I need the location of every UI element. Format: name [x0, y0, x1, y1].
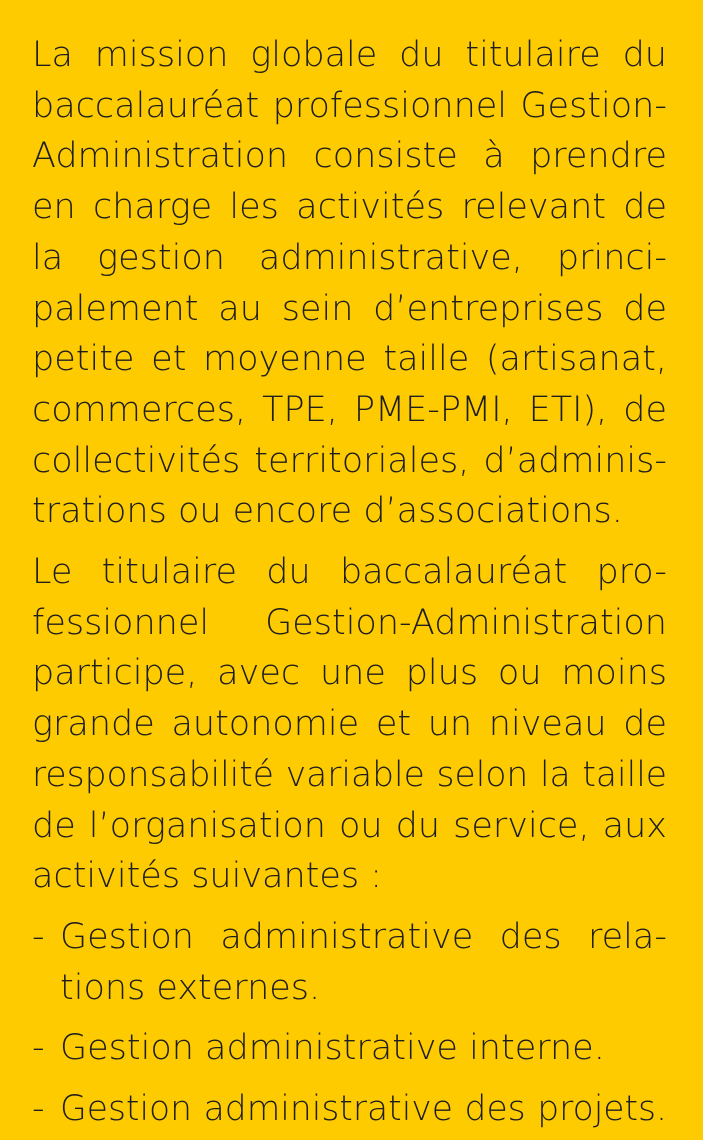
text-line: La mission globale du titulaire du: [32, 35, 667, 75]
list-item: [32, 1023, 667, 1074]
text-line: baccalauréat professionnel Gestion-: [32, 85, 667, 126]
activity-list: [32, 912, 667, 1135]
text-line: Gestion administrative des rela-: [60, 916, 667, 957]
list-item: [32, 912, 667, 1013]
text-line: Gestion administrative interne.: [60, 1028, 605, 1069]
text-line: en charge les activités relevant de: [32, 187, 667, 228]
text-line: Le titulaire du baccalauréat pro-: [32, 552, 667, 593]
text-line: de l’organisation ou du service, aux: [32, 805, 667, 846]
text-line: responsabilité variable selon la taille: [32, 754, 667, 795]
text-line: tions externes.: [60, 967, 321, 1008]
text-line: collectivités territoriales, d’adminis-: [32, 440, 667, 481]
text-line: palement au sein d’entreprises de: [32, 288, 667, 329]
paragraph-activities: [32, 547, 667, 902]
text-line: trations ou encore d’associations.: [32, 491, 623, 532]
bullet-dash: -: [32, 1028, 45, 1069]
text-line: Gestion administrative des projets.: [60, 1089, 667, 1130]
text-line: petite et moyenne taille (artisanat,: [32, 339, 667, 380]
bullet-dash: -: [32, 1089, 45, 1130]
text-line: participe, avec une plus ou moins: [32, 653, 667, 694]
text-line: activités suivantes :: [32, 856, 383, 897]
text-line: commerces, TPE, PME-PMI, ETI), de: [32, 389, 667, 430]
paragraph-mission: [32, 30, 667, 537]
text-line: Administration consiste à prendre: [32, 136, 667, 177]
list-item: [32, 1084, 667, 1135]
text-line: fessionnel Gestion-Administration: [32, 602, 667, 643]
text-line: grande autonomie et un niveau de: [32, 704, 667, 745]
bullet-dash: -: [32, 916, 45, 957]
text-line: la gestion administrative, princi-: [32, 237, 667, 278]
